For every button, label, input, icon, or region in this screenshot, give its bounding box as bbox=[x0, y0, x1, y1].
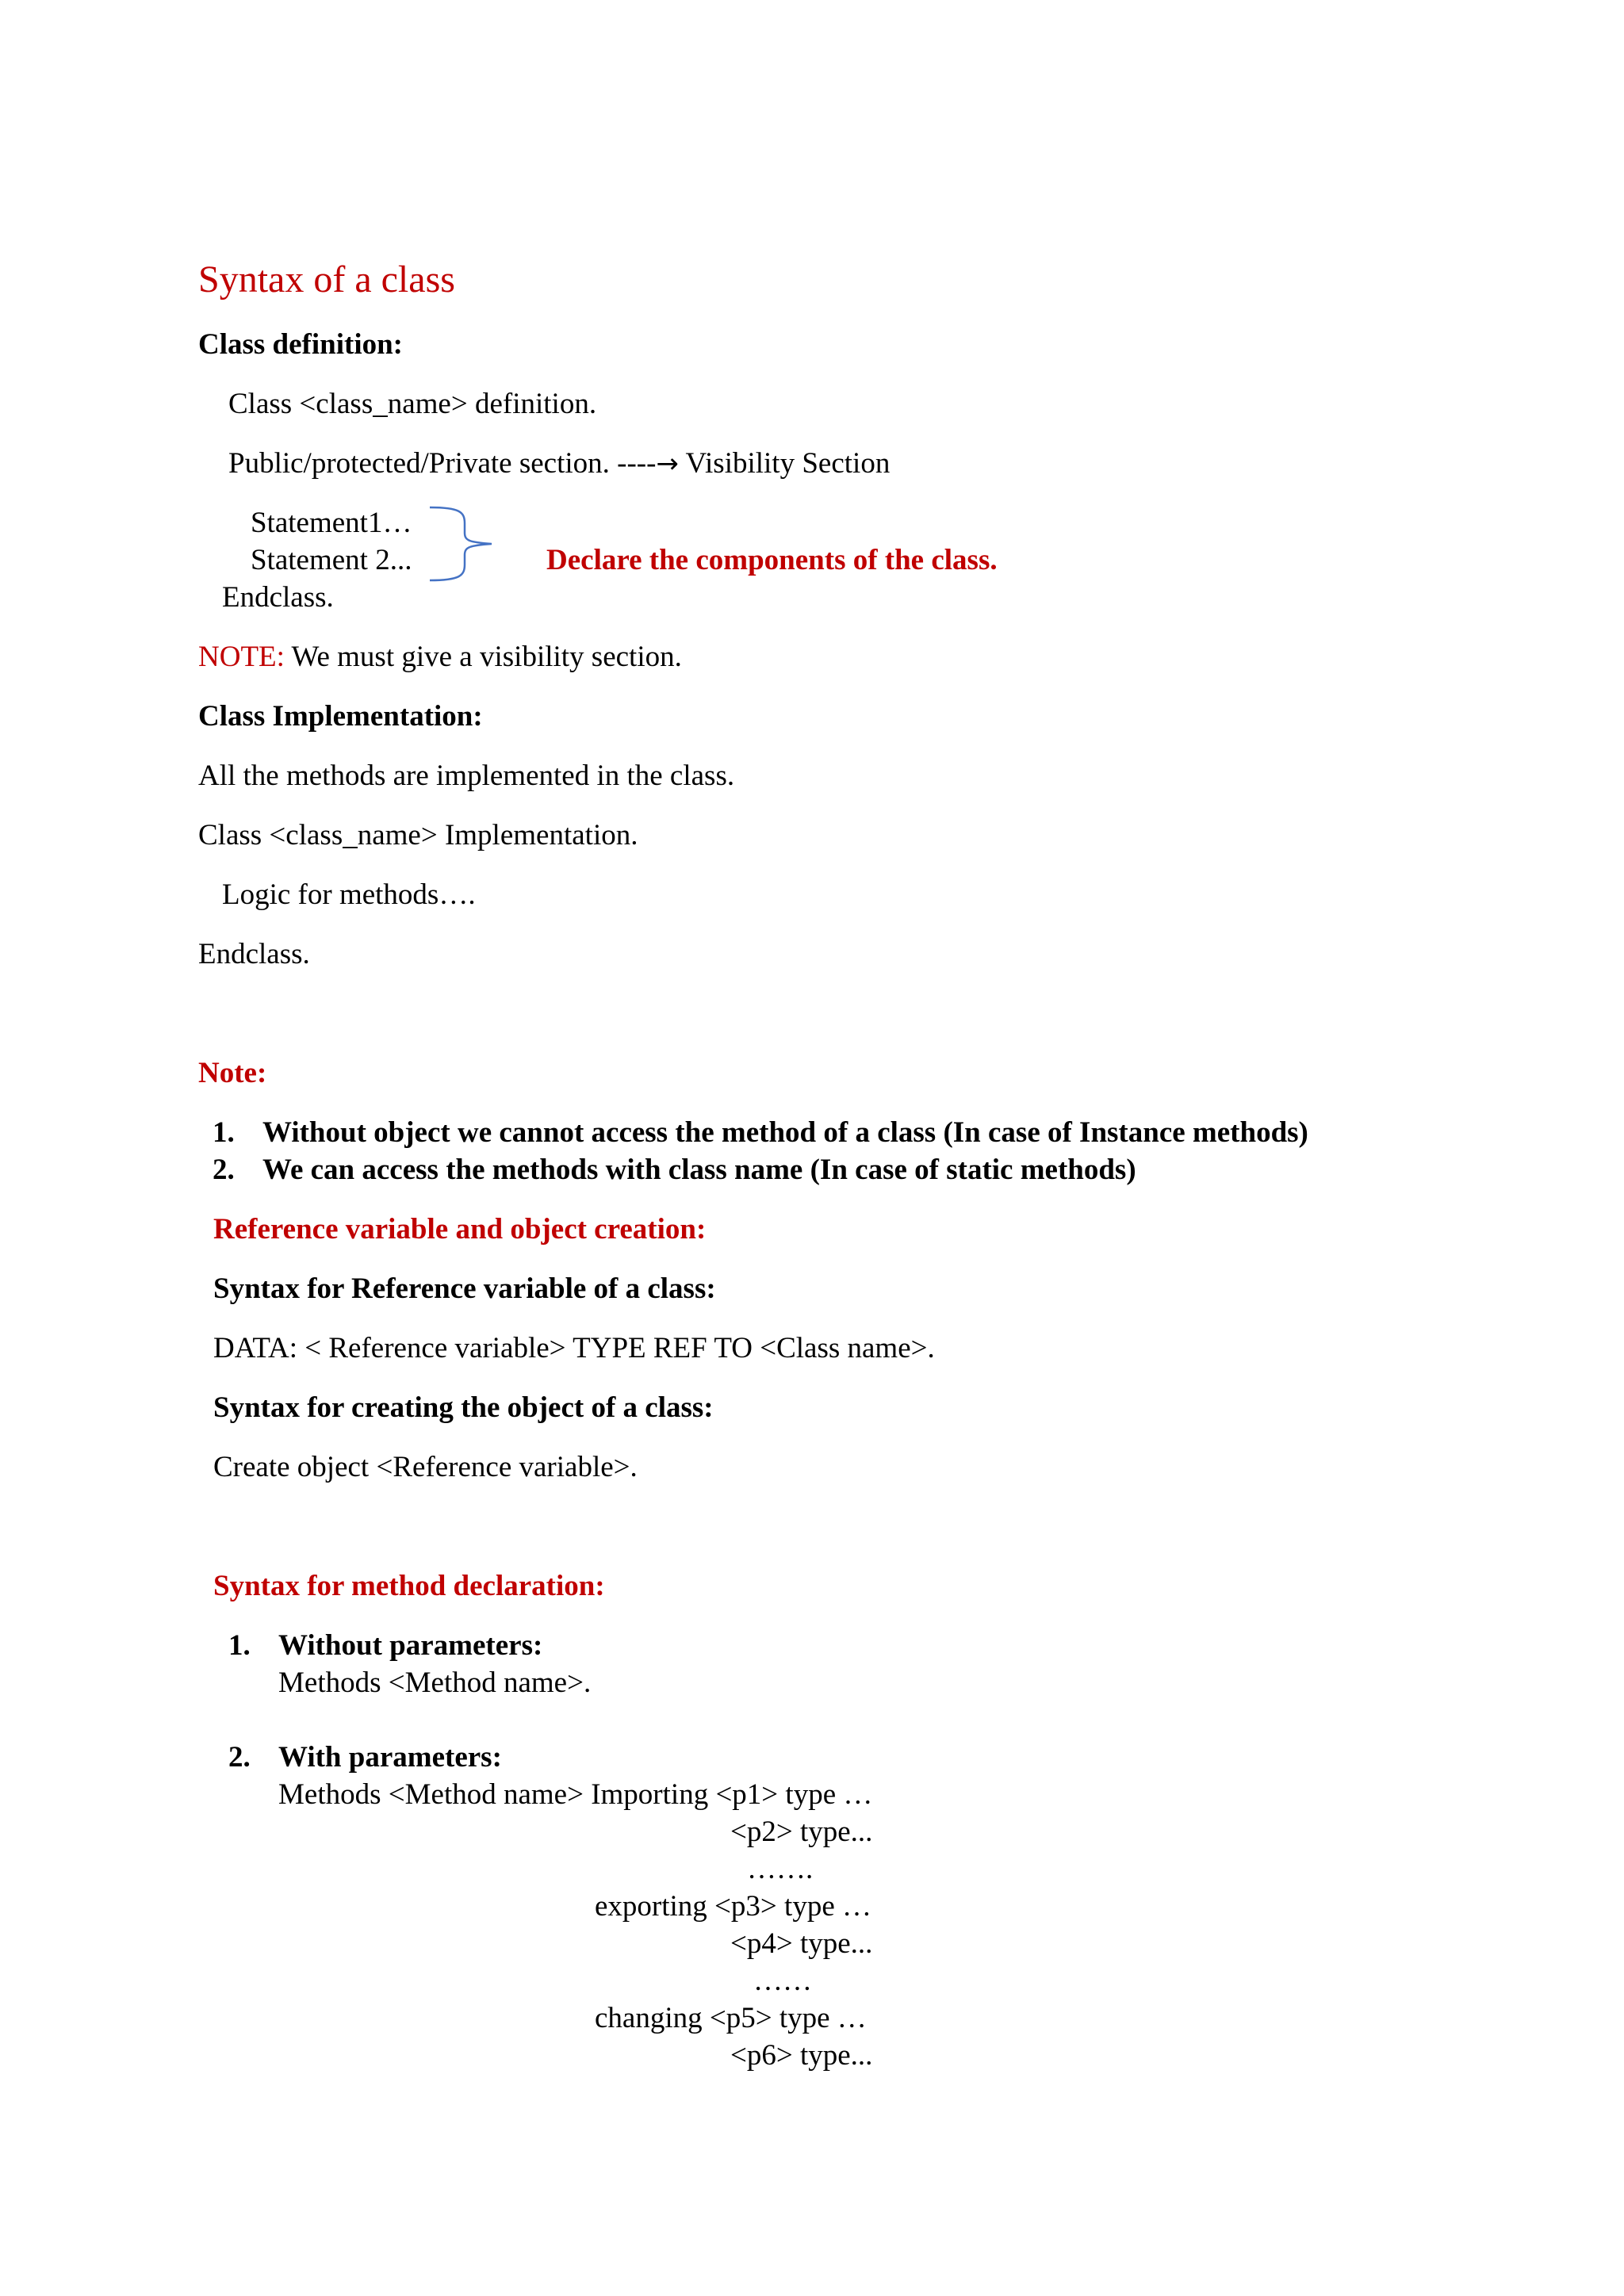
without-parameters-label: Without parameters: bbox=[278, 1629, 543, 1662]
implementation-line2: Class <class_name> Implementation. bbox=[198, 819, 638, 851]
reference-variable-subheading: Syntax for Reference variable of a class: bbox=[213, 1272, 716, 1305]
curly-brace-icon bbox=[428, 504, 500, 584]
note-prefix: NOTE: bbox=[198, 641, 285, 673]
statement2: Statement 2... bbox=[251, 544, 412, 576]
exporting-line: exporting <p3> type … bbox=[595, 1890, 871, 1923]
visibility-label: Visibility Section bbox=[685, 447, 891, 480]
with-parameters-label: With parameters: bbox=[278, 1741, 502, 1774]
note-item-number: 1. bbox=[213, 1116, 235, 1149]
visibility-line bbox=[228, 446, 890, 482]
class-definition-heading: Class definition: bbox=[198, 328, 404, 361]
statement1: Statement1… bbox=[251, 507, 412, 539]
note-item-text: We can access the methods with class name (In case of static methods) bbox=[262, 1154, 1136, 1186]
method-item-number: 1. bbox=[228, 1629, 251, 1662]
class-definition-line: Class <class_name> definition. bbox=[228, 388, 597, 420]
changing-line: changing <p5> type … bbox=[595, 2002, 867, 2034]
implementation-line1: All the methods are implemented in the class. bbox=[198, 760, 735, 792]
class-implementation-heading: Class Implementation: bbox=[198, 700, 483, 733]
page-title: Syntax of a class bbox=[198, 258, 455, 300]
implementation-line3: Logic for methods…. bbox=[222, 878, 476, 911]
note-item-number: 2. bbox=[213, 1154, 235, 1186]
note-text: We must give a visibility section. bbox=[284, 641, 682, 673]
note-item-text: Without object we cannot access the method of a class (In case of Instance methods) bbox=[262, 1116, 1308, 1149]
reference-variable-syntax: DATA: < Reference variable> TYPE REF TO <Class name>. bbox=[213, 1332, 935, 1364]
continuation-dots: ……. bbox=[747, 1853, 814, 1885]
without-parameters-syntax: Methods <Method name>. bbox=[278, 1667, 592, 1699]
with-parameters-syntax-line1: Methods <Method name> Importing <p1> type … bbox=[278, 1778, 873, 1811]
importing-p2-line: <p2> type... bbox=[730, 1816, 873, 1848]
endclass-implementation: Endclass. bbox=[198, 938, 310, 970]
exporting-p4-line: <p4> type... bbox=[730, 1927, 873, 1960]
create-object-syntax: Create object <Reference variable>. bbox=[213, 1451, 638, 1483]
declare-components-note: Declare the components of the class. bbox=[546, 544, 998, 576]
note-heading: Note: bbox=[198, 1057, 267, 1089]
visibility-sections-text: Public/protected/Private section. ---- bbox=[228, 447, 657, 480]
method-declaration-heading: Syntax for method declaration: bbox=[213, 1570, 605, 1602]
continuation-dots: …… bbox=[753, 1965, 812, 1997]
visibility-note bbox=[198, 639, 682, 675]
changing-p6-line: <p6> type... bbox=[730, 2039, 873, 2072]
endclass-definition: Endclass. bbox=[222, 581, 334, 614]
arrow-icon: → bbox=[656, 448, 679, 480]
create-object-subheading: Syntax for creating the object of a class: bbox=[213, 1391, 714, 1424]
method-item-number: 2. bbox=[228, 1741, 251, 1774]
reference-heading: Reference variable and object creation: bbox=[213, 1213, 707, 1246]
